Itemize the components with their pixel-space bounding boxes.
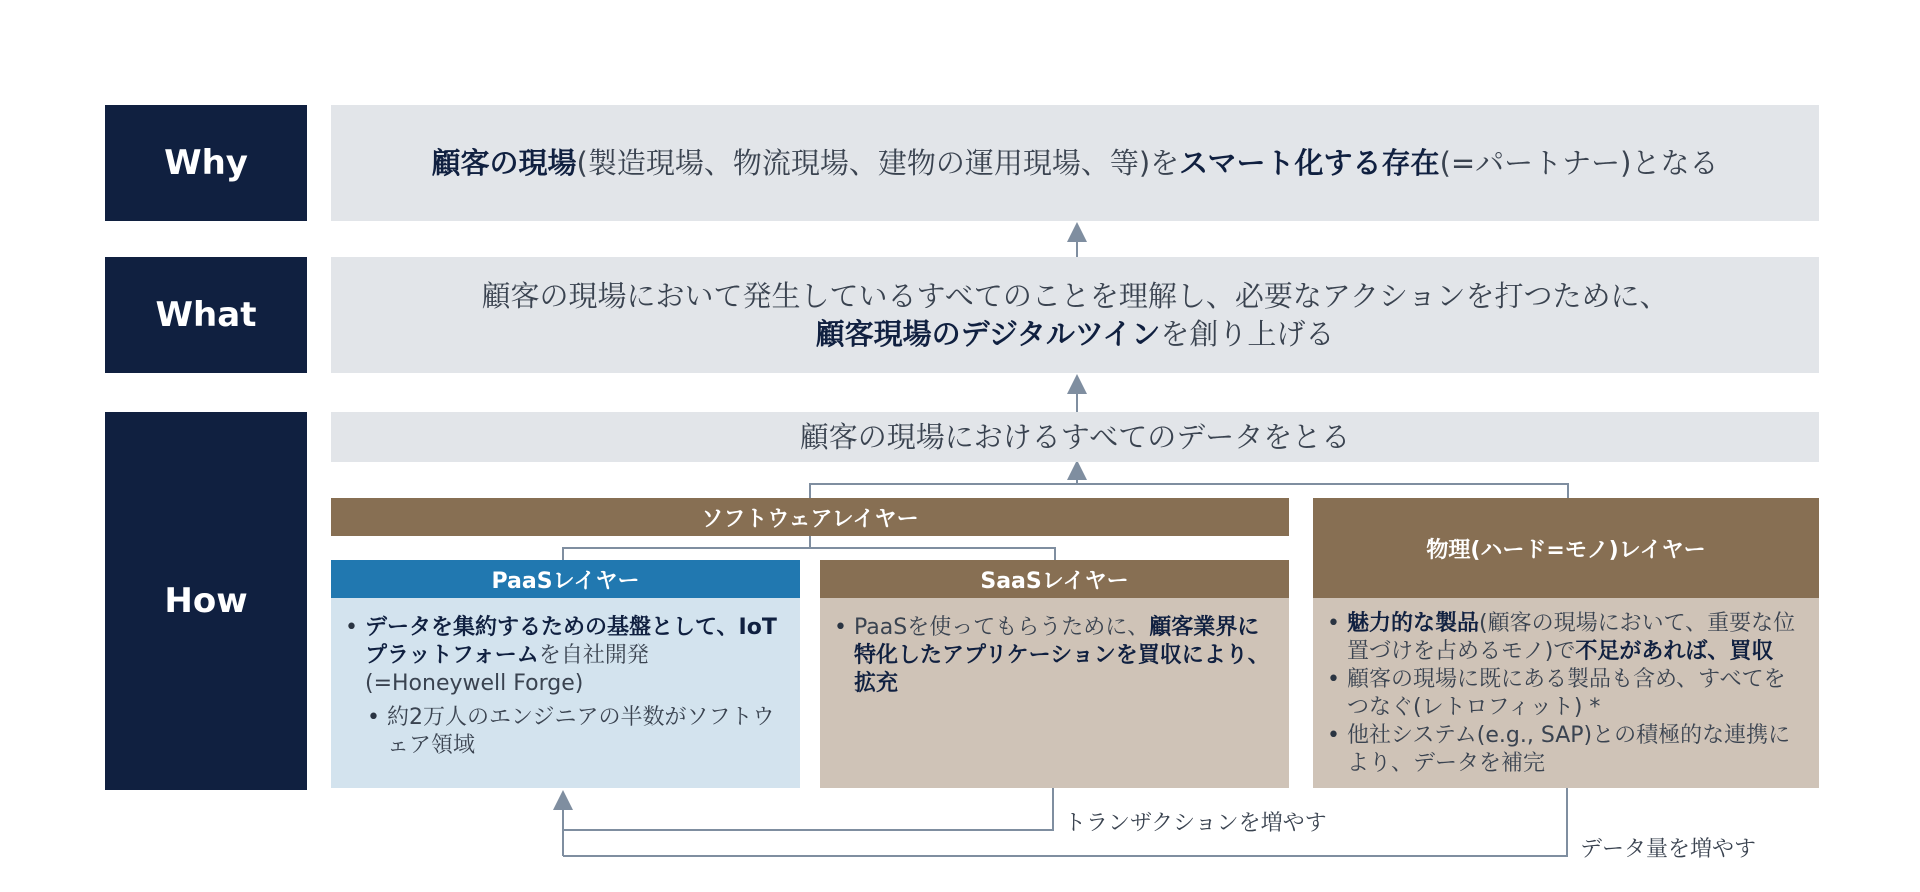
physical-layer-body [1313,598,1819,788]
how-label: How [105,412,307,790]
label-increase-data-volume: データ量を増やす [1580,837,1757,862]
saas-layer-body [820,598,1289,788]
physical-bullet-3: • 他社システム(e.g., SAP)との積極的な連携により、データを補完 [1327,722,1801,778]
paas-layer-header: PaaSレイヤー [331,560,800,598]
paas-sub-bullet-1: • 約2万人のエンジニアの半数がソフトウェア領域 [367,704,782,760]
physical-bullet-1: • 魅力的な製品(顧客の現場において、重要な位置づけを占めるモノ)で不足があれば、買収 [1327,610,1801,666]
why-label: Why [105,105,307,221]
physical-bullet-2: • 顧客の現場に既にある製品も含め、すべてをつなぐ(レトロフィット) * [1327,666,1801,722]
paas-layer-body [331,598,800,788]
paas-bullet-1: • データを集約するための基盤として、IoTプラットフォームを自社開発(=Honeywell Forge) [345,614,782,698]
why-customer-site: 顧客の現場 [431,146,577,180]
bracket-layers [810,484,1568,498]
how-collect-all-data [331,412,1819,462]
saas-bullet-1: • PaaSを使ってもらうために、顧客業界に特化したアプリケーションを買収により、拡充 [834,614,1271,698]
how-top-text: 顧客の現場におけるすべてのデータをとる [799,420,1351,454]
loop-transactions [563,788,1053,830]
why-examples: (製造現場、物流現場、建物の運用現場、等)を [576,146,1180,180]
what-label: What [105,257,307,373]
what-line-1: 顧客の現場において発生しているすべてのことを理解し、必要なアクションを打つために、 [481,279,1669,313]
what-digital-twin: 顧客現場のデジタルツイン [815,317,1161,351]
software-layer-header: ソフトウェアレイヤー [331,498,1289,536]
why-smart-presence: スマート化する存在 [1179,146,1440,180]
bracket-paas-saas [563,548,1055,560]
why-partner: (=パートナー)となる [1439,146,1719,180]
label-increase-transactions: トランザクションを増やす [1064,811,1327,836]
physical-layer-header: 物理(ハード=モノ)レイヤー [1313,498,1819,598]
what-create: を創り上げる [1160,317,1335,351]
why-statement [331,105,1819,221]
saas-layer-header: SaaSレイヤー [820,560,1289,598]
what-statement [331,257,1819,373]
